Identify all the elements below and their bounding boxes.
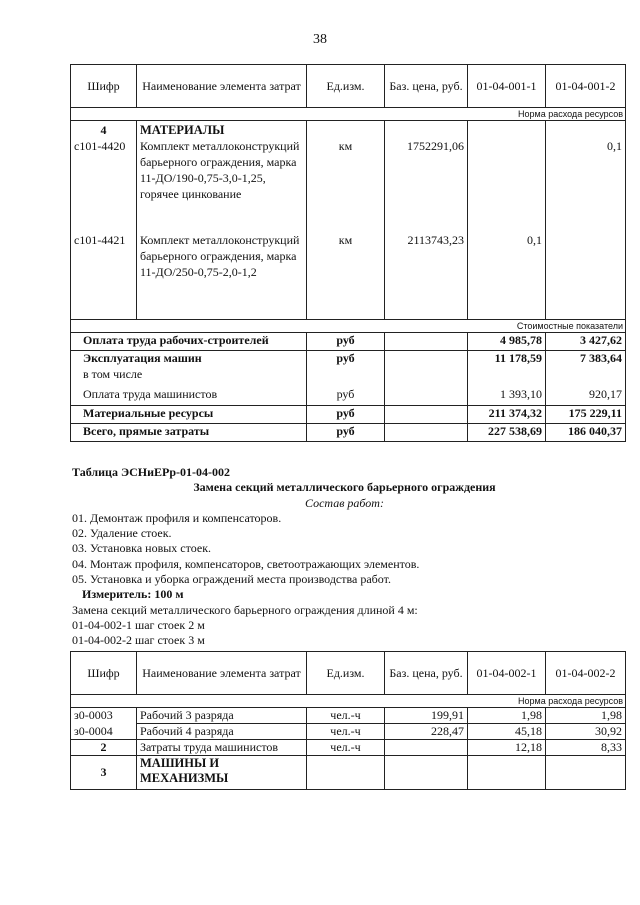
description-line: 01-04-002-1 шаг стоек 2 м bbox=[72, 617, 205, 632]
measure: Измеритель: 100 м bbox=[82, 587, 184, 602]
resource-table-01-04-002 bbox=[70, 651, 626, 790]
cost-row bbox=[71, 332, 626, 350]
cost-v1: 4 985,78 bbox=[468, 332, 546, 350]
cost-v2: 175 229,11 bbox=[546, 405, 626, 423]
cost-label: Стоимостные показатели bbox=[71, 319, 626, 332]
description-line: 01-04-002-2 шаг стоек 3 м bbox=[72, 633, 205, 648]
cost-row bbox=[71, 350, 626, 367]
work-title: Замена секций металлического барьерного ограждения bbox=[193, 480, 496, 495]
cost-unit: руб bbox=[307, 387, 385, 405]
row-code: з0-0003 bbox=[71, 708, 137, 724]
cost-unit: руб bbox=[307, 423, 385, 441]
table-title: Таблица ЭСНиЕРр-01-04-002 bbox=[72, 465, 231, 479]
work-step: 01. Демонтаж профиля и компенсаторов. bbox=[72, 510, 282, 525]
header-base-price: Баз. цена, руб. bbox=[385, 652, 468, 695]
work-subtitle: Состав работ: bbox=[305, 495, 384, 510]
norm-label-row bbox=[71, 108, 626, 121]
material-price: 1752291,06 bbox=[385, 138, 468, 222]
row-price: 199,91 bbox=[385, 708, 468, 724]
section-code: 4 bbox=[71, 121, 137, 139]
cost-v1: 211 374,32 bbox=[468, 405, 546, 423]
material-unit: км bbox=[307, 222, 385, 319]
row-unit: чел.-ч bbox=[307, 708, 385, 724]
row-code: 2 bbox=[71, 740, 137, 756]
table-description bbox=[72, 465, 617, 649]
cost-label-row bbox=[71, 319, 626, 332]
cost-unit: руб bbox=[307, 405, 385, 423]
table-row bbox=[71, 222, 626, 319]
cost-v2: 186 040,37 bbox=[546, 423, 626, 441]
table-header-row bbox=[71, 65, 626, 108]
table-row bbox=[71, 708, 626, 724]
material-v1: 0,1 bbox=[468, 222, 546, 319]
material-unit: км bbox=[307, 138, 385, 222]
cost-v2: 3 427,62 bbox=[546, 332, 626, 350]
material-name: Комплект металлоконструкций барьерного ограждения, марка 11-ДО/250-0,75-2,0-1,2 bbox=[137, 222, 307, 319]
header-col2: 01-04-001-2 bbox=[546, 65, 626, 108]
material-name: Комплект металлоконструкций барьерного ограждения, марка 11-ДО/190-0,75-3,0-1,25, горячее цинкование bbox=[137, 138, 307, 222]
row-price bbox=[385, 740, 468, 756]
material-v2 bbox=[546, 222, 626, 319]
cost-name: Материальные ресурсы bbox=[71, 405, 307, 423]
norm-label: Норма расхода ресурсов bbox=[71, 108, 626, 121]
cost-row bbox=[71, 367, 626, 387]
row-unit: чел.-ч bbox=[307, 740, 385, 756]
table-row bbox=[71, 740, 626, 756]
material-price: 2113743,23 bbox=[385, 222, 468, 319]
work-step: 04. Монтаж профиля, компенсаторов, светоотражающих элементов. bbox=[72, 556, 420, 571]
cost-row bbox=[71, 423, 626, 441]
cost-unit: руб bbox=[307, 332, 385, 350]
header-col1: 01-04-001-1 bbox=[468, 65, 546, 108]
header-unit: Ед.изм. bbox=[307, 652, 385, 695]
header-base-price: Баз. цена, руб. bbox=[385, 65, 468, 108]
section-name: МАТЕРИАЛЫ bbox=[137, 121, 307, 139]
norm-label-row bbox=[71, 695, 626, 708]
table-row bbox=[71, 138, 626, 222]
work-step: 02. Удаление стоек. bbox=[72, 526, 172, 541]
section-row bbox=[71, 121, 626, 139]
resource-table-01-04-001 bbox=[70, 64, 626, 442]
header-col2: 01-04-002-2 bbox=[546, 652, 626, 695]
cost-row bbox=[71, 387, 626, 405]
row-code: 3 bbox=[71, 756, 137, 790]
cost-name: в том числе bbox=[71, 367, 307, 387]
row-code: з0-0004 bbox=[71, 724, 137, 740]
cost-unit: руб bbox=[307, 350, 385, 367]
row-v1: 45,18 bbox=[468, 724, 546, 740]
cost-v1: 227 538,69 bbox=[468, 423, 546, 441]
row-v1: 1,98 bbox=[468, 708, 546, 724]
page-number: 38 bbox=[313, 32, 327, 47]
cost-name: Всего, прямые затраты bbox=[71, 423, 307, 441]
cost-v1: 1 393,10 bbox=[468, 387, 546, 405]
material-code: с101-4421 bbox=[71, 222, 137, 319]
header-code: Шифр bbox=[71, 652, 137, 695]
description-line: Замена секций металлического барьерного ограждения длиной 4 м: bbox=[72, 602, 418, 617]
row-v2: 1,98 bbox=[546, 708, 626, 724]
row-v2: 30,92 bbox=[546, 724, 626, 740]
row-v2: 8,33 bbox=[546, 740, 626, 756]
header-code: Шифр bbox=[71, 65, 137, 108]
cost-name: Оплата труда рабочих-строителей bbox=[71, 332, 307, 350]
row-name: Рабочий 4 разряда bbox=[137, 724, 307, 740]
row-price: 228,47 bbox=[385, 724, 468, 740]
header-col1: 01-04-002-1 bbox=[468, 652, 546, 695]
cost-name: Оплата труда машинистов bbox=[71, 387, 307, 405]
material-v1 bbox=[468, 138, 546, 222]
row-v1: 12,18 bbox=[468, 740, 546, 756]
cost-row bbox=[71, 405, 626, 423]
table-row bbox=[71, 756, 626, 790]
cost-v2: 7 383,64 bbox=[546, 350, 626, 367]
header-name: Наименование элемента затрат bbox=[137, 65, 307, 108]
row-name: Рабочий 3 разряда bbox=[137, 708, 307, 724]
table-header-row bbox=[71, 652, 626, 695]
row-unit: чел.-ч bbox=[307, 724, 385, 740]
norm-label: Норма расхода ресурсов bbox=[71, 695, 626, 708]
material-code: с101-4420 bbox=[71, 138, 137, 222]
cost-v1: 11 178,59 bbox=[468, 350, 546, 367]
table-row bbox=[71, 724, 626, 740]
row-name: МАШИНЫ И МЕХАНИЗМЫ bbox=[137, 756, 307, 790]
header-unit: Ед.изм. bbox=[307, 65, 385, 108]
row-name: Затраты труда машинистов bbox=[137, 740, 307, 756]
header-name: Наименование элемента затрат bbox=[137, 652, 307, 695]
work-step: 05. Установка и уборка ограждений места производства работ. bbox=[72, 572, 391, 587]
material-v2: 0,1 bbox=[546, 138, 626, 222]
cost-name: Эксплуатация машин bbox=[71, 350, 307, 367]
work-step: 03. Установка новых стоек. bbox=[72, 541, 212, 556]
cost-v2: 920,17 bbox=[546, 387, 626, 405]
